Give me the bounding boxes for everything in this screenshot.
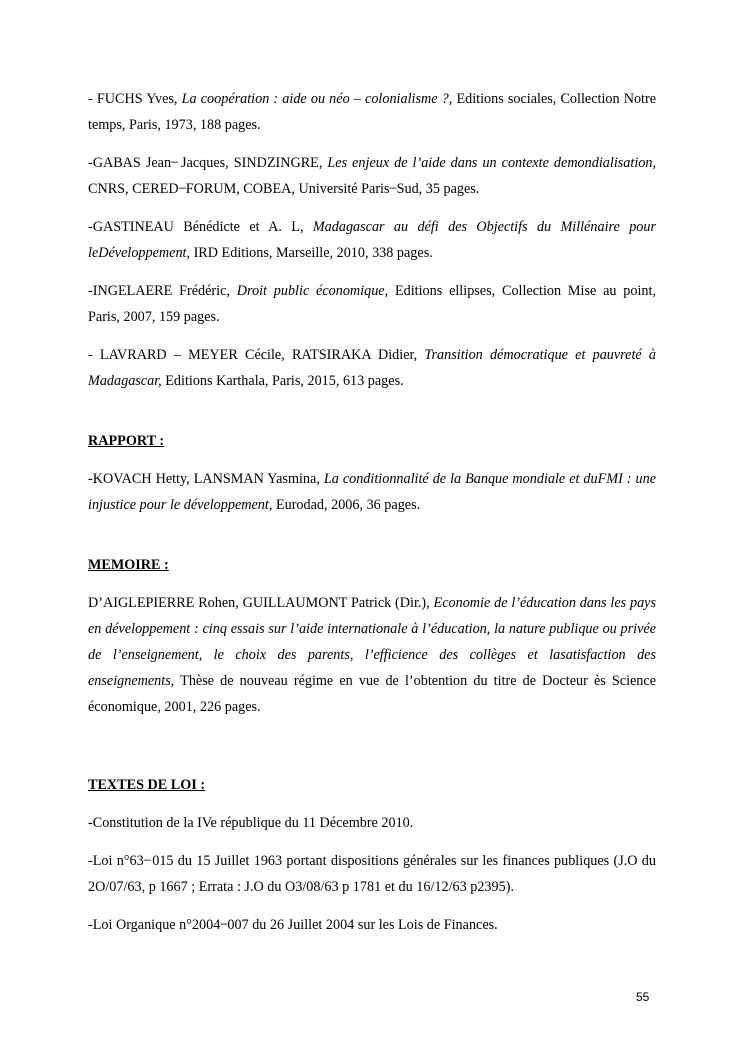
entry-publication: Editions Karthala, Paris, 2015, 613 pages. (161, 373, 404, 389)
entry-author: - FUCHS Yves, (88, 91, 182, 107)
entry-author: D’AIGLEPIERRE Rohen, GUILLAUMONT Patrick (Dir.), (88, 595, 434, 611)
entry-title: Economie de l’éducation dans les pays en développement : cinq essais sur l’aide internationale à l’éducation, la nature publique ou privée de l’enseignement, le choix des parents, l’efficience des collèges et lasatisfaction des enseignements (88, 595, 656, 689)
memoire-entry (88, 590, 656, 720)
page-number: 55 (636, 990, 650, 1004)
entry-title: La coopération : aide ou néo – colonialisme ?, (181, 91, 453, 107)
entry-title: La conditionnalité de la Banque mondiale et duFMI : une injustice pour le développement (88, 471, 657, 513)
entry-publication: IRD Editions, Marseille, 2010, 338 pages. (190, 245, 433, 261)
entry-author: - LAVRARD – MEYER Cécile, RATSIRAKA Didier, (88, 347, 425, 363)
entry-author: -GABAS Jean ̶ Jacques, SINDZINGRE, (88, 155, 328, 171)
law-entry: -Loi Organique n°2004 ̶ 007 du 26 Juillet 2004 sur les Lois de Finances. (88, 917, 498, 933)
bibliography-entry (88, 278, 656, 330)
section-heading-memoire: MEMOIRE : (88, 557, 169, 573)
entry-author: -GASTINEAU Bénédicte et A. L, (88, 219, 313, 235)
entry-author: -INGELAERE Frédéric, (88, 283, 237, 299)
entry-title: Madagascar au défi des Objectifs du Millénaire pour leDéveloppement, (88, 219, 656, 261)
law-entry: -Loi n°63 ̶ 015 du 15 Juillet 1963 portant dispositions générales sur les finances publiques (J.O du 2O/07/63, p 1667 ; Errata : J.O du O3/08/63 p 1781 et du 16/12/63 p2395). (88, 853, 656, 895)
section-heading-textes-de-loi: TEXTES DE LOI : (88, 777, 206, 793)
entry-publication: , Editions ellipses, Collection Mise au point, Paris, 2007, 159 pages. (88, 283, 656, 325)
bibliography-entry (88, 86, 656, 138)
bibliography-entry (88, 150, 656, 202)
entry-title: Les enjeux de l’aide dans un contexte demondialisation (327, 155, 653, 171)
entry-author: -KOVACH Hetty, LANSMAN Yasmina, (88, 471, 324, 487)
bibliography-entry (88, 214, 656, 266)
entry-title: Droit public économique (236, 283, 385, 299)
entry-publication: , Eurodad, 2006, 36 pages. (268, 497, 421, 513)
entry-title: Transition démocratique et pauvreté à Madagascar, (88, 347, 656, 389)
entry-publication: , Thèse de nouveau régime en vue de l’obtention du titre de Docteur ès Science économique, 2001, 226 pages. (88, 673, 656, 715)
law-entry: -Constitution de la IVe république du 11 Décembre 2010. (88, 815, 414, 831)
rapport-entry (88, 466, 656, 518)
entry-publication: Editions sociales, Collection Notre temps, Paris, 1973, 188 pages. (88, 91, 657, 133)
entry-publication: , CNRS, CERED ̶ FORUM, COBEA, Université Paris ̶ Sud, 35 pages. (88, 155, 656, 197)
bibliography-page (88, 86, 656, 950)
section-heading-rapport: RAPPORT : (88, 433, 165, 449)
bibliography-entry (88, 342, 656, 394)
